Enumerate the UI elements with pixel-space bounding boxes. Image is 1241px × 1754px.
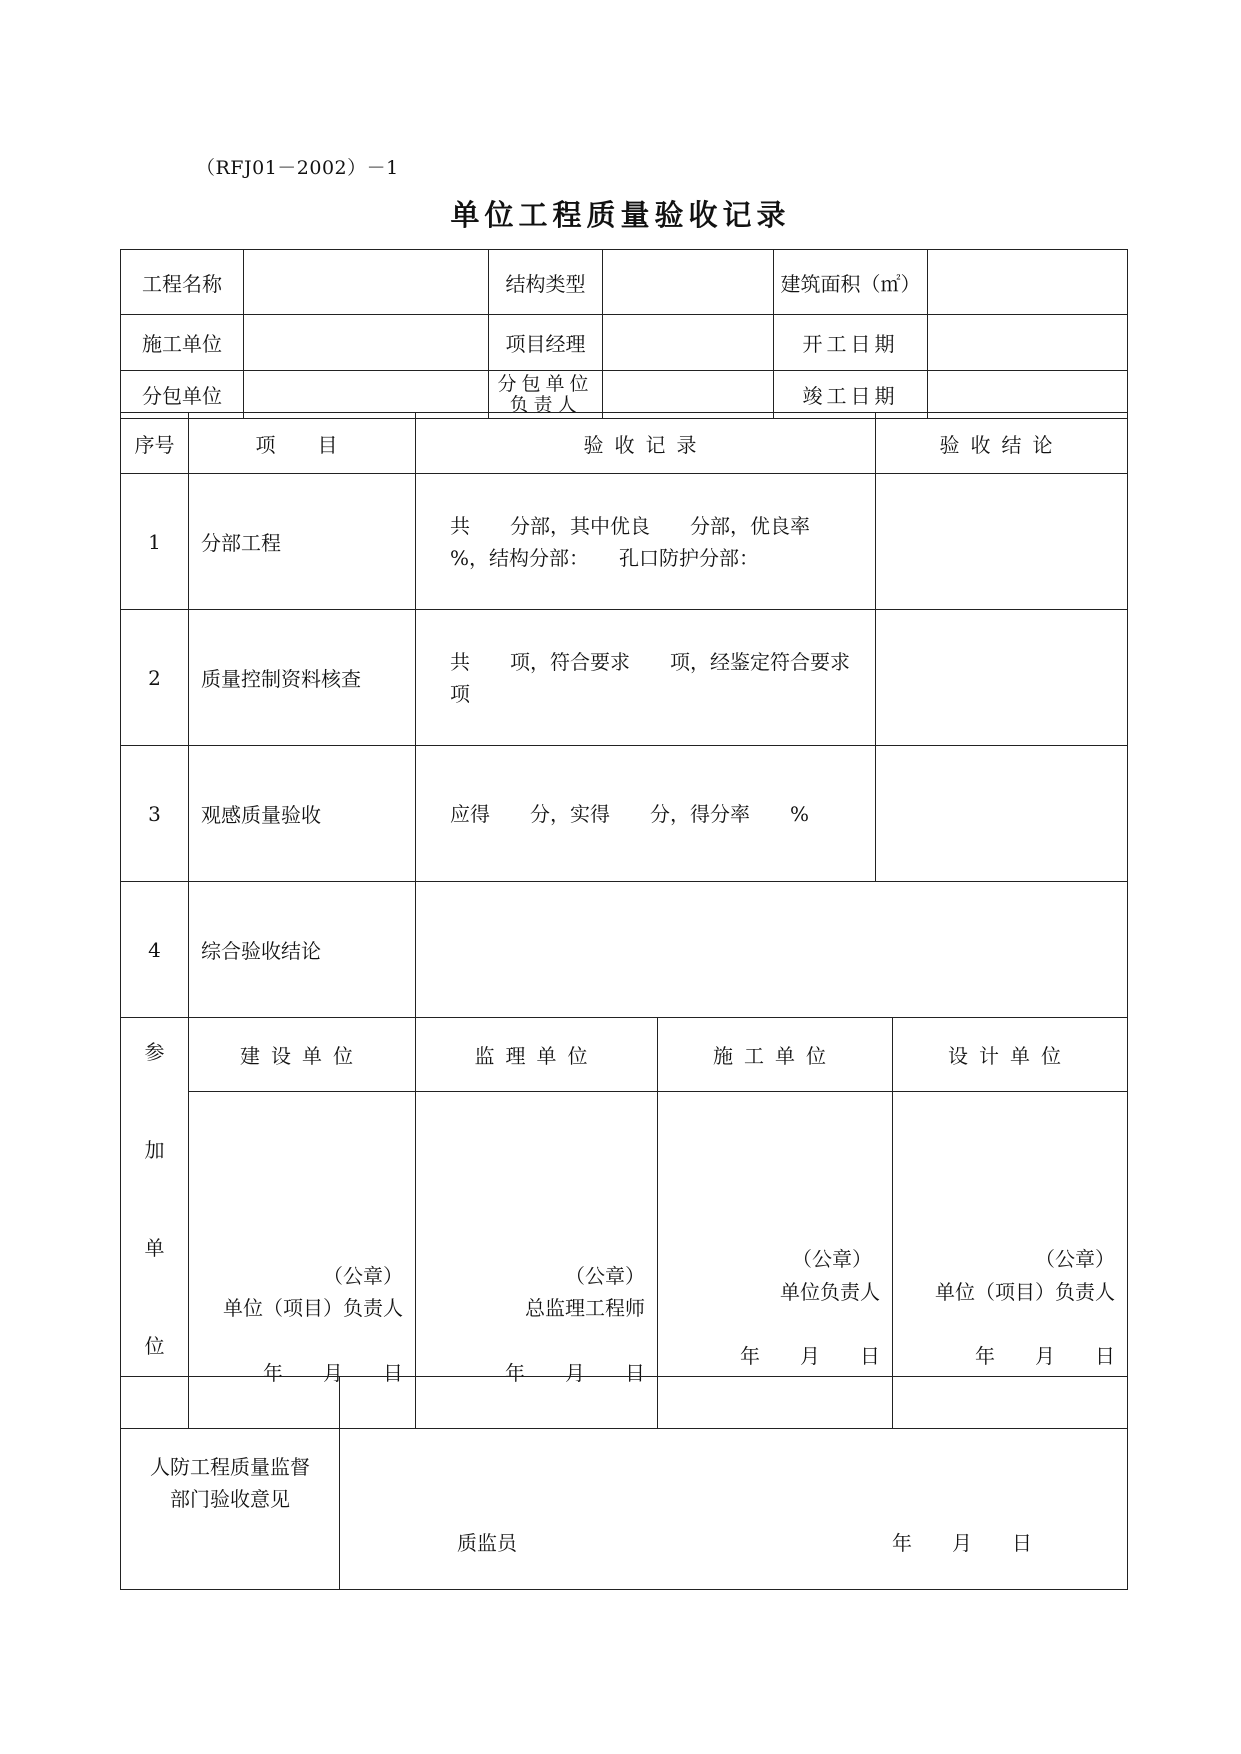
supervision-opinion-label-line2: 部门验收意见 xyxy=(170,1487,290,1511)
building-area-field[interactable] xyxy=(928,250,1128,315)
row-conclusion[interactable] xyxy=(876,610,1128,746)
document-code: （RFJ01－2002）－1 xyxy=(196,157,399,179)
structure-type-label: 结构类型 xyxy=(489,250,603,315)
row-number: 3 xyxy=(121,746,189,882)
row-conclusion[interactable] xyxy=(876,474,1128,610)
participating-units-table xyxy=(120,1017,1128,1429)
row-item: 质量控制资料核查 xyxy=(189,610,416,746)
table-row xyxy=(121,746,1128,882)
row-number: 2 xyxy=(121,610,189,746)
column-header-seq: 序号 xyxy=(121,413,189,474)
supervision-opinion-table xyxy=(120,1376,1128,1590)
subcontractor-label: 分包单位 xyxy=(121,371,244,419)
structure-type-field[interactable] xyxy=(603,250,774,315)
column-header-record: 验收记录 xyxy=(416,413,876,474)
row-item: 分部工程 xyxy=(189,474,416,610)
project-name-field[interactable] xyxy=(244,250,489,315)
completion-date-label: 竣工日期 xyxy=(774,371,928,419)
side-label-char: 加 xyxy=(144,1138,165,1162)
date-label: 年 月 日 xyxy=(505,1361,645,1386)
supervision-opinion-label-line1: 人防工程质量监督 xyxy=(150,1455,310,1479)
table-row xyxy=(121,474,1128,610)
subcontractor-leader-label-line2: 负责人 xyxy=(509,393,582,416)
acceptance-table xyxy=(120,412,1128,1018)
overall-conclusion-field[interactable] xyxy=(416,882,1128,1018)
row-record[interactable]: 共 分部，其中优良 分部，优良率 %，结构分部： 孔口防护分部： xyxy=(416,474,876,610)
row-item: 综合验收结论 xyxy=(189,882,416,1018)
construction-unit-header: 施工单位 xyxy=(658,1018,893,1092)
row-record[interactable]: 共 项，符合要求 项，经鉴定符合要求 项 xyxy=(416,610,876,746)
side-label-char: 单 xyxy=(144,1236,165,1260)
page-title: 单位工程质量验收记录 xyxy=(450,198,791,232)
supervisor-unit-header: 监理单位 xyxy=(416,1018,658,1092)
side-label-char: 参 xyxy=(144,1040,165,1064)
project-manager-label: 项目经理 xyxy=(489,315,603,371)
column-header-conclusion: 验收结论 xyxy=(876,413,1128,474)
design-unit-header: 设计单位 xyxy=(893,1018,1128,1092)
subcontractor-leader-label-line1: 分包单位 xyxy=(497,372,594,395)
contractor-label: 施工单位 xyxy=(121,315,244,371)
official-seal-label: （公章） xyxy=(565,1264,645,1289)
date-label: 年 月 日 xyxy=(263,1361,403,1386)
row-number: 4 xyxy=(121,882,189,1018)
side-label-char: 位 xyxy=(144,1334,165,1358)
column-header-item: 项 目 xyxy=(189,413,416,474)
inspector-label: 质监员 xyxy=(457,1531,517,1555)
supervision-opinion-label xyxy=(121,1377,340,1590)
supervision-opinion-field[interactable] xyxy=(340,1377,1128,1590)
participating-units-label xyxy=(121,1018,189,1429)
table-row xyxy=(121,610,1128,746)
signer-label: 单位负责人 xyxy=(780,1280,880,1305)
official-seal-label: （公章） xyxy=(792,1247,872,1272)
row-item: 观感质量验收 xyxy=(189,746,416,882)
signer-label: 单位（项目）负责人 xyxy=(223,1296,403,1321)
official-seal-label: （公章） xyxy=(1035,1247,1115,1272)
building-area-label: 建筑面积（㎡） xyxy=(774,250,928,315)
signer-label: 总监理工程师 xyxy=(525,1296,645,1321)
row-number: 1 xyxy=(121,474,189,610)
project-manager-field[interactable] xyxy=(603,315,774,371)
contractor-field[interactable] xyxy=(244,315,489,371)
date-label: 年 月 日 xyxy=(740,1344,880,1369)
project-name-label: 工程名称 xyxy=(121,250,244,315)
official-seal-label: （公章） xyxy=(323,1264,403,1289)
date-label: 年 月 日 xyxy=(975,1344,1115,1369)
start-date-label: 开工日期 xyxy=(774,315,928,371)
row-record[interactable]: 应得 分，实得 分，得分率 % xyxy=(416,746,876,882)
owner-unit-header: 建设单位 xyxy=(189,1018,416,1092)
signer-label: 单位（项目）负责人 xyxy=(935,1280,1115,1305)
row-conclusion[interactable] xyxy=(876,746,1128,882)
project-info-table xyxy=(120,249,1128,419)
start-date-field[interactable] xyxy=(928,315,1128,371)
date-label: 年 月 日 xyxy=(892,1531,1032,1555)
table-row xyxy=(121,882,1128,1018)
